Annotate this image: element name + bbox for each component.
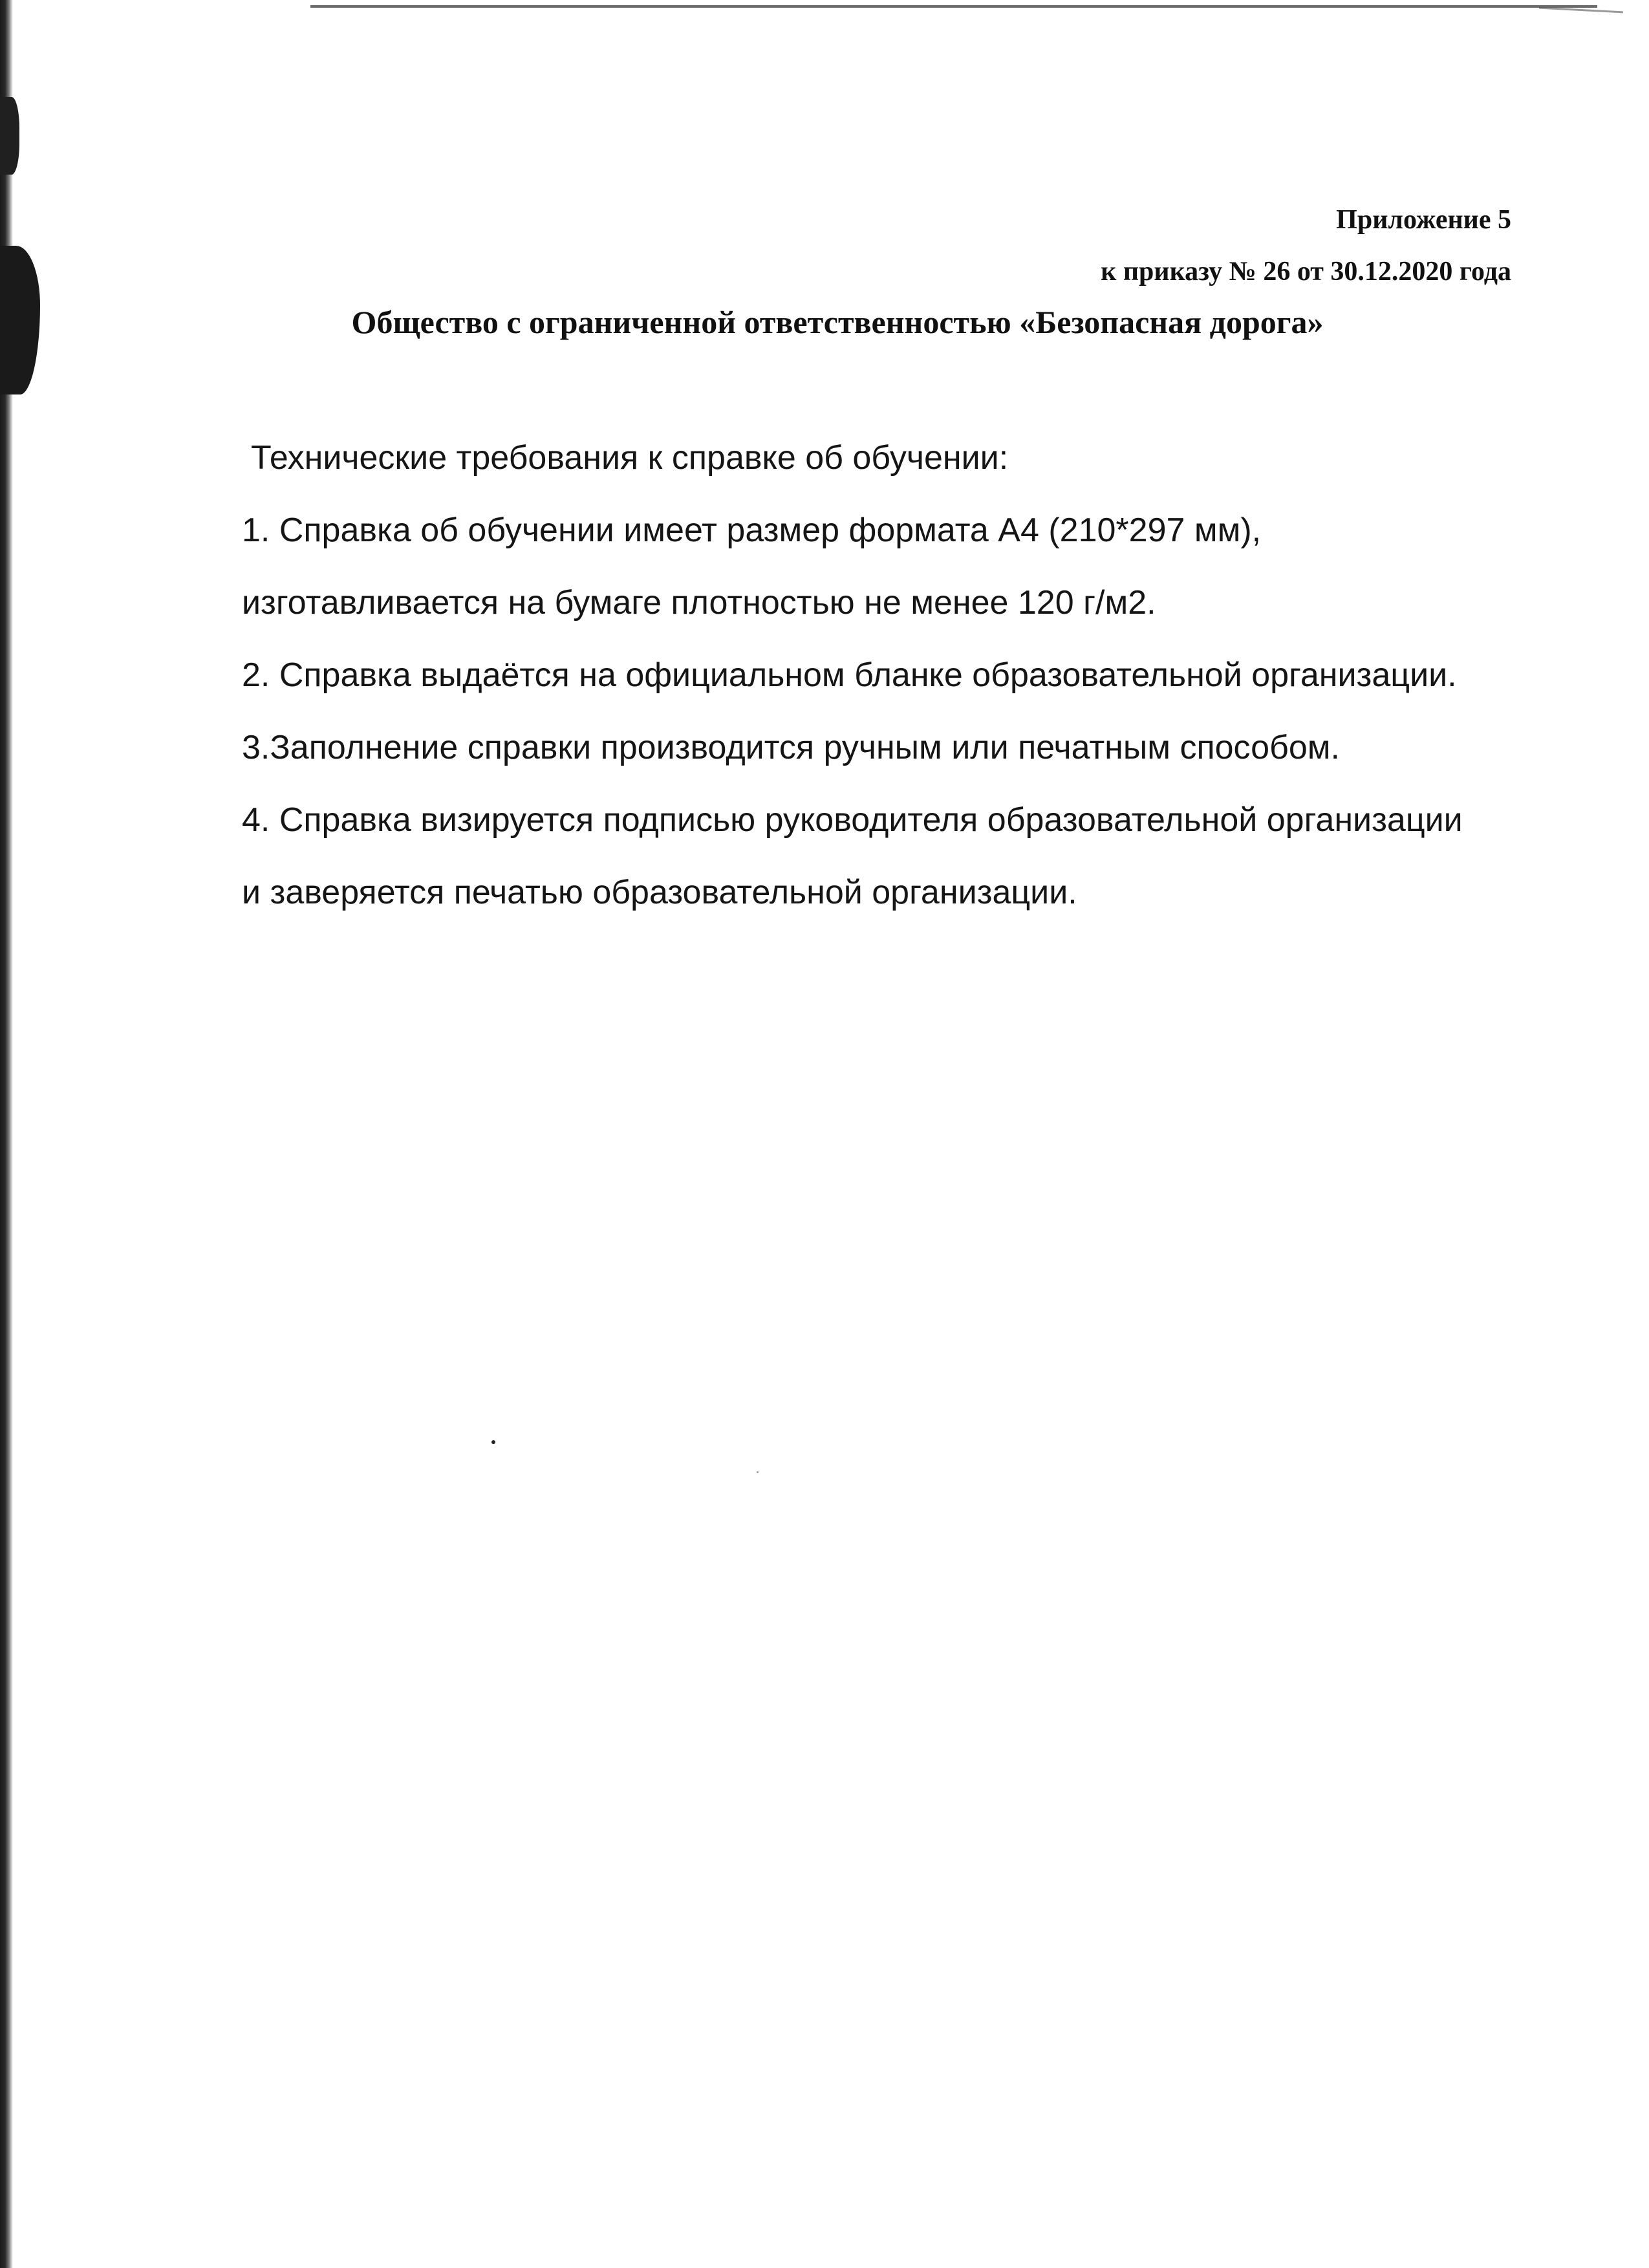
scan-edge-line <box>310 5 1597 8</box>
organization-title: Общество с ограниченной ответственностью «Безопасная дорога» <box>351 304 1324 340</box>
order-reference: к приказу № 26 от 30.12.2020 года <box>1101 257 1511 286</box>
scan-speck <box>757 1471 759 1473</box>
requirements-text <box>242 422 1535 929</box>
requirement-line: и заверяется печатью образовательной организации. <box>242 874 1077 911</box>
scan-edge-line <box>1539 7 1623 14</box>
appendix-label: Приложение 5 <box>1336 205 1511 235</box>
requirement-line: изготавливается на бумаге плотностью не менее 120 г/м2. <box>242 584 1156 621</box>
requirement-line: 1. Справка об обучении имеет размер формата А4 (210*297 мм), <box>242 512 1262 549</box>
requirement-line: 4. Справка визируется подписью руководителя образовательной организации <box>242 801 1463 839</box>
requirement-line: 3.Заполнение справки производится ручным или печатным способом. <box>242 729 1340 766</box>
requirement-line: 2. Справка выдаётся на официальном бланке образовательной организации. <box>242 656 1457 694</box>
requirements-heading: Технические требования к справке об обучении: <box>251 439 1009 477</box>
scan-speck <box>491 1440 495 1444</box>
scan-left-shadow <box>0 97 19 175</box>
